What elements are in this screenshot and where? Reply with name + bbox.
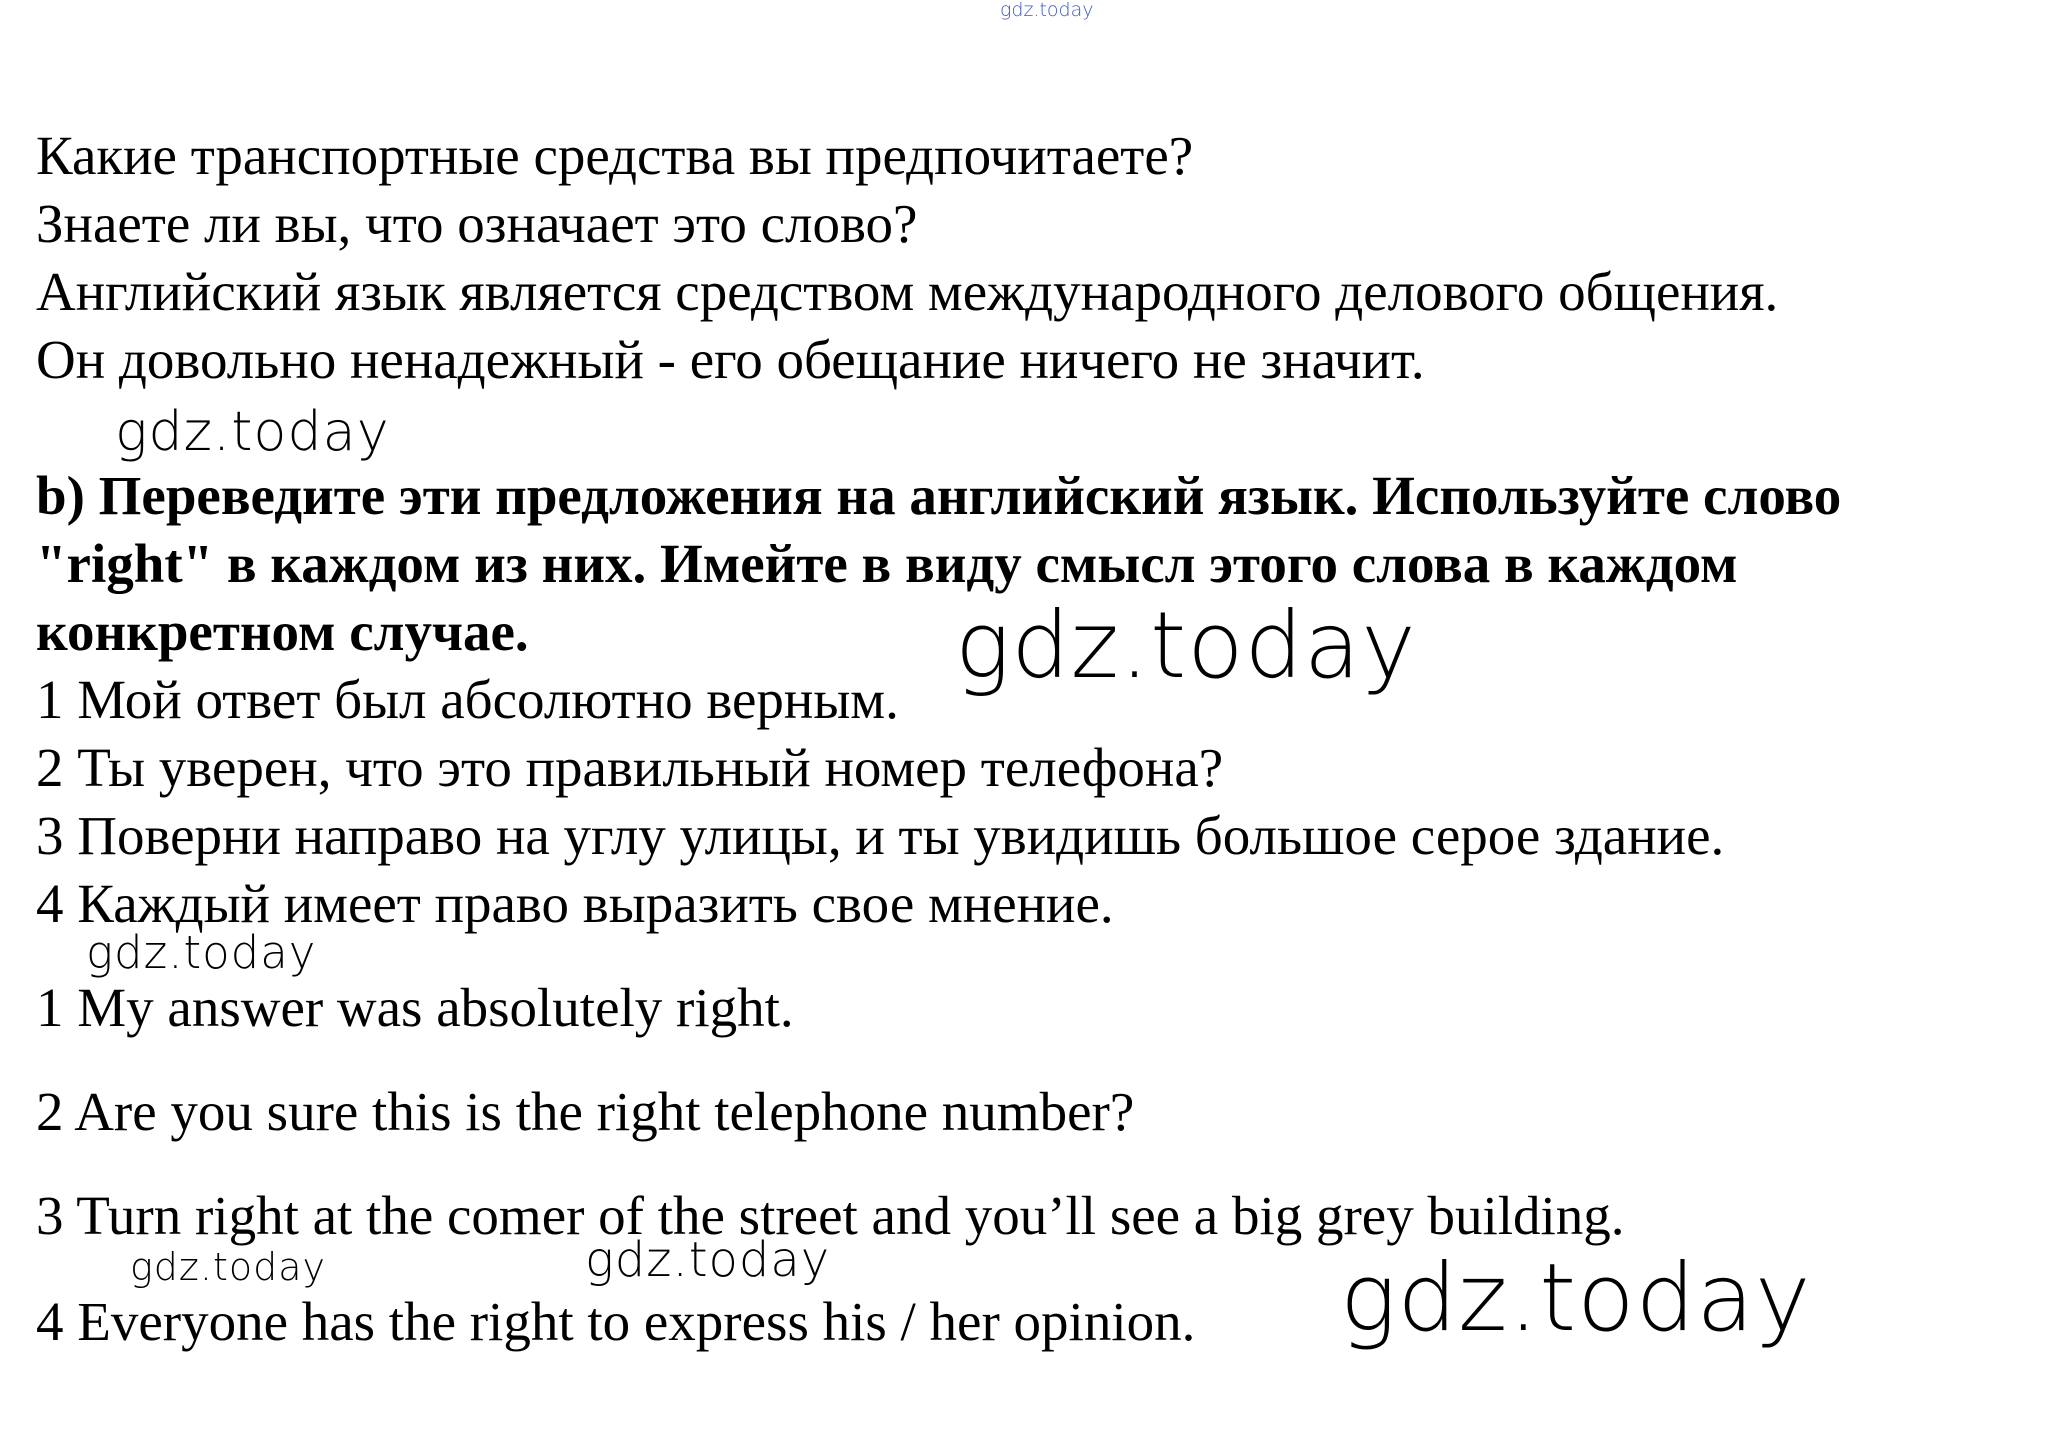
intro-line-4: Он довольно ненадежный - его обещание ничего не значит. [36, 329, 1425, 390]
task-line-1: b) Переведите эти предложения на английский язык. Используйте слово [36, 465, 1842, 526]
english-sentence-4: 4 Everyone has the right to express his / her opinion. [36, 1291, 1196, 1352]
intro-line-2: Знаете ли вы, что означает это слово? [36, 193, 918, 254]
russian-sentence-1: 1 Мой ответ был абсолютно верным. [36, 669, 899, 730]
russian-sentence-2: 2 Ты уверен, что это правильный номер телефона? [36, 737, 1224, 798]
english-sentence-2: 2 Are you sure this is the right telephone number? [36, 1081, 1135, 1142]
task-line-2: "right" в каждом из них. Имейте в виду смысл этого слова в каждом [36, 533, 1738, 594]
watermark-3: gdz.today [130, 1245, 326, 1289]
task-line-3: конкретном случае. [36, 601, 529, 662]
watermark-2: gdz.today [86, 926, 317, 979]
english-sentence-3: 3 Turn right at the comer of the street and you’ll see a big grey building. [36, 1185, 1625, 1246]
watermark-large-2: gdz.today [1340, 1244, 1812, 1353]
watermark-top: gdz.today [1000, 0, 1094, 21]
watermark-1: gdz.today [115, 400, 390, 463]
russian-sentence-3: 3 Поверни направо на углу улицы, и ты увидишь большое серое здание. [36, 805, 1725, 866]
intro-line-1: Какие транспортные средства вы предпочитаете? [36, 125, 1194, 186]
watermark-4: gdz.today [585, 1232, 831, 1288]
intro-line-3: Английский язык является средством международного делового общения. [36, 261, 1779, 322]
watermark-large-1: gdz.today [955, 592, 1417, 699]
english-sentence-1: 1 My answer was absolutely right. [36, 977, 794, 1038]
russian-sentence-4: 4 Каждый имеет право выразить свое мнение. [36, 873, 1114, 934]
